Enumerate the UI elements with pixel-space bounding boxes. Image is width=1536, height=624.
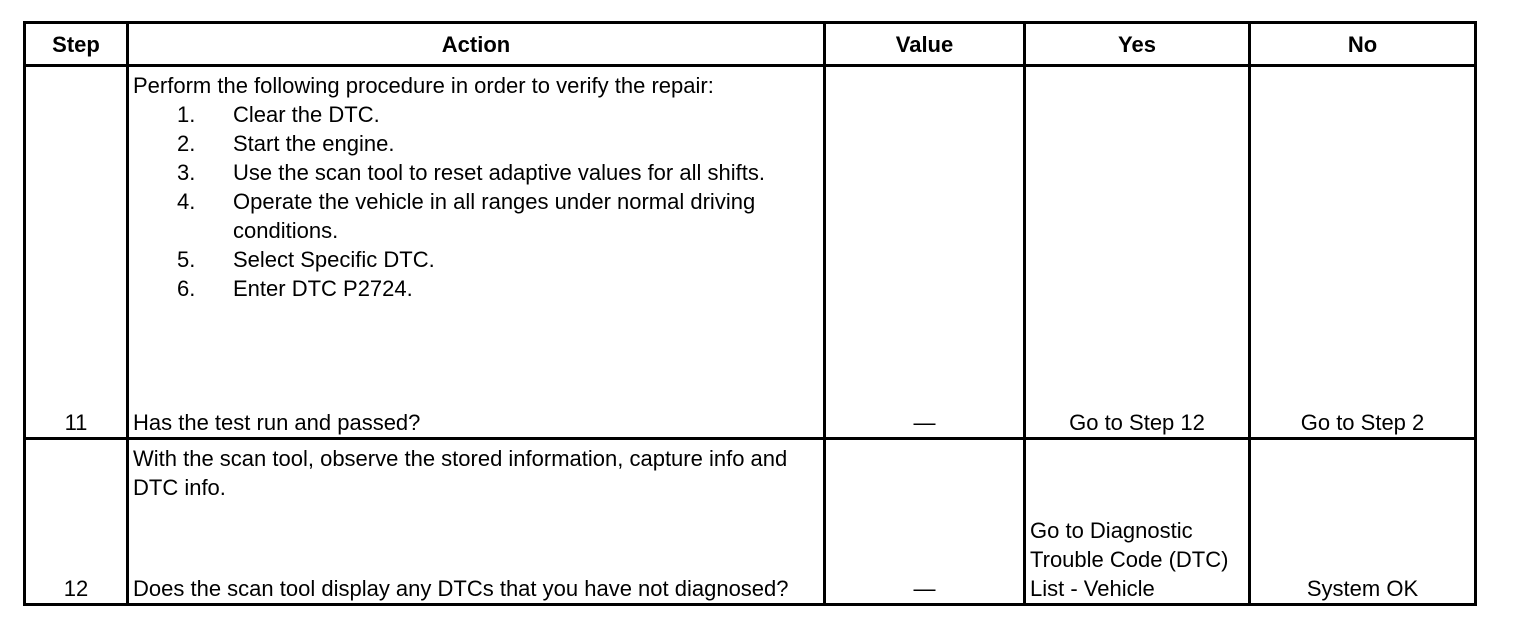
list-item-number: 6. bbox=[177, 276, 196, 301]
value-cell: — bbox=[825, 439, 1025, 605]
list-item-number: 1. bbox=[177, 102, 196, 127]
list-item bbox=[177, 274, 819, 303]
list-item-text: Clear the DTC. bbox=[233, 102, 380, 127]
action-cell bbox=[128, 439, 825, 605]
list-item-number: 4. bbox=[177, 189, 196, 214]
yes-cell: Go to Diagnostic Trouble Code (DTC) List - Vehicle bbox=[1025, 439, 1250, 605]
list-item bbox=[177, 187, 819, 245]
list-item-text: Operate the vehicle in all ranges under normal driving conditions. bbox=[233, 189, 756, 243]
header-row bbox=[25, 23, 1476, 66]
header-action: Action bbox=[128, 23, 825, 66]
action-cell bbox=[128, 66, 825, 439]
step-number: 11 bbox=[25, 66, 128, 439]
list-item-text: Select Specific DTC. bbox=[233, 247, 435, 272]
procedure-list bbox=[133, 100, 819, 303]
list-item bbox=[177, 245, 819, 274]
action-intro: With the scan tool, observe the stored information, capture info and DTC info. bbox=[133, 446, 788, 500]
table-row bbox=[25, 66, 1476, 439]
yes-cell: Go to Step 12 bbox=[1025, 66, 1250, 439]
action-intro: Perform the following procedure in order to verify the repair: bbox=[133, 73, 714, 98]
list-item-number: 5. bbox=[177, 247, 196, 272]
list-item-number: 3. bbox=[177, 160, 196, 185]
step-number: 12 bbox=[25, 439, 128, 605]
no-cell: System OK bbox=[1250, 439, 1476, 605]
list-item bbox=[177, 100, 819, 129]
header-step: Step bbox=[25, 23, 128, 66]
action-question: Has the test run and passed? bbox=[133, 410, 421, 435]
list-item-text: Use the scan tool to reset adaptive values for all shifts. bbox=[233, 160, 765, 185]
list-item-text: Enter DTC P2724. bbox=[233, 276, 413, 301]
list-item-number: 2. bbox=[177, 131, 196, 156]
list-item-text: Start the engine. bbox=[233, 131, 395, 156]
header-value: Value bbox=[825, 23, 1025, 66]
header-yes: Yes bbox=[1025, 23, 1250, 66]
list-item bbox=[177, 158, 819, 187]
table-row bbox=[25, 439, 1476, 605]
header-no: No bbox=[1250, 23, 1476, 66]
list-item bbox=[177, 129, 819, 158]
no-cell: Go to Step 2 bbox=[1250, 66, 1476, 439]
action-question: Does the scan tool display any DTCs that you have not diagnosed? bbox=[133, 576, 789, 601]
diagnostic-table bbox=[23, 21, 1477, 606]
value-cell: — bbox=[825, 66, 1025, 439]
